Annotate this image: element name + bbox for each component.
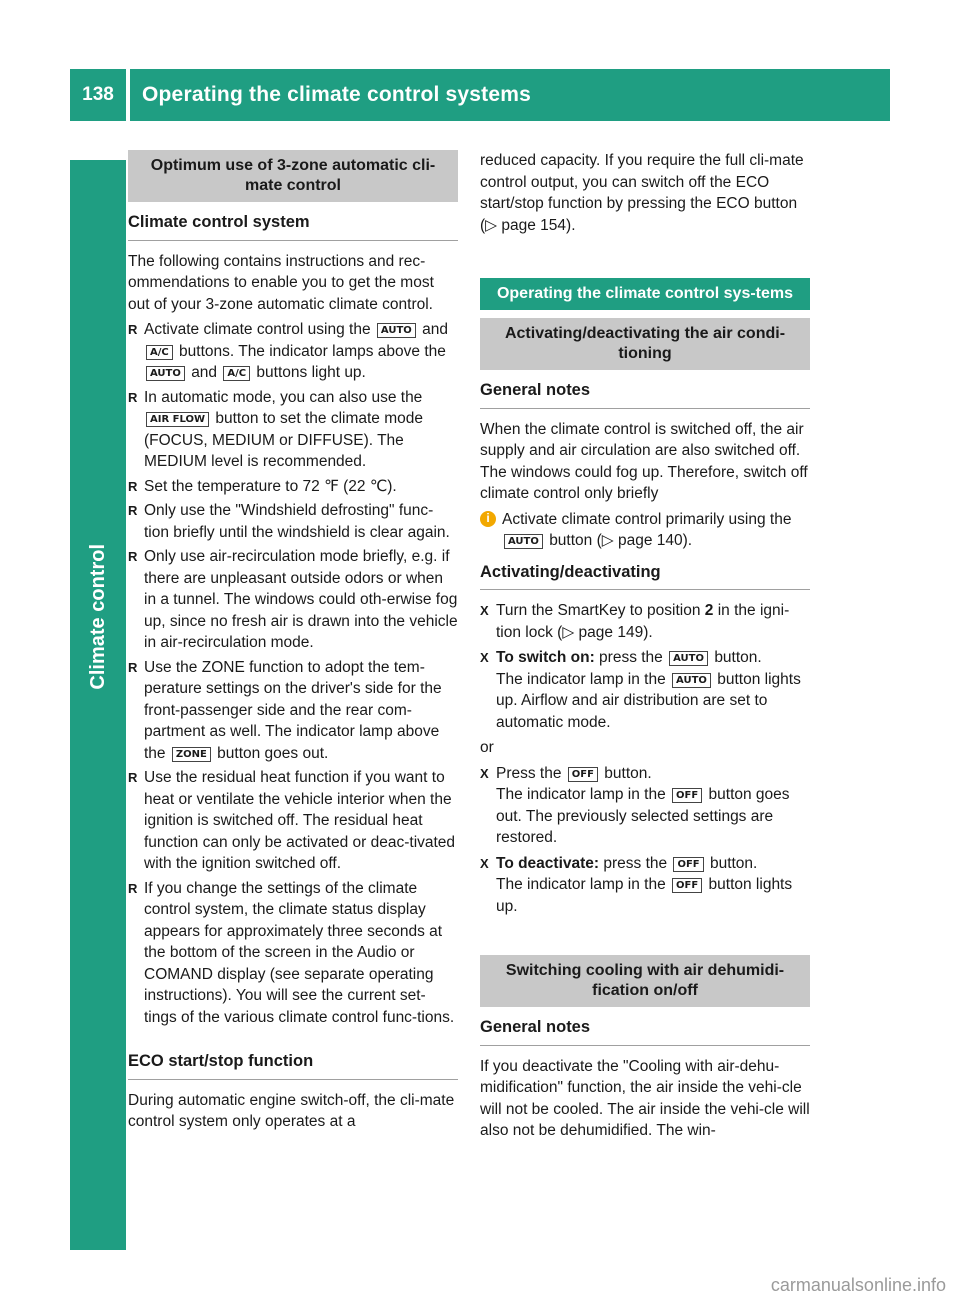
intro-text: The following contains instructions and rec-ommendations to enable you to get the most out of your 3-zone automatic climate control.	[128, 252, 434, 313]
info-note: i Activate climate control primarily using the AUTO button (▷ page 140).	[480, 509, 810, 552]
subheading-general-notes-2: General notes	[480, 1017, 810, 1046]
off-button-icon: OFF	[568, 767, 598, 782]
page-number: 138	[82, 84, 114, 105]
eco-continued-text: reduced capacity. If you require the full cli-mate control output, you can switch off the ECO start/stop function by pressing the ECO button (▷ page 154).	[480, 152, 804, 234]
list-item: R Activate climate control using the AUTO and A/C buttons. The indicator lamps above the AUTO and A/C buttons light up.	[128, 319, 458, 384]
list-item: X To deactivate: press the OFF button. The indicator lamp in the OFF button lights up.	[480, 853, 810, 918]
eco-text: During automatic engine switch-off, the cli-mate control system only operates at a	[128, 1091, 455, 1130]
left-column	[128, 150, 458, 1137]
side-tab-label-wrap	[70, 160, 126, 1250]
page-title: Operating the climate control systems	[142, 83, 532, 106]
or-text: or	[480, 739, 494, 756]
off-button-icon: OFF	[672, 878, 702, 893]
off-button-icon: OFF	[673, 857, 703, 872]
airflow-button-icon: AIR FLOW	[146, 412, 209, 427]
off-button-icon: OFF	[672, 788, 702, 803]
subheading-climate-control-system: Climate control system	[128, 212, 458, 241]
auto-button-icon: AUTO	[146, 366, 185, 381]
steps-list-2	[480, 763, 810, 918]
list-item: R Use the ZONE function to adopt the tem-perature settings on the driver's side for the front-passenger side and the rear com-partment as well. The indicator lamp above the ZONE button goes out.	[128, 657, 458, 765]
auto-button-icon: AUTO	[504, 534, 543, 549]
steps-list	[480, 600, 810, 733]
section-title-operating: Operating the climate control sys-tems	[480, 278, 810, 310]
dehumidification-text: If you deactivate the "Cooling with air-dehu-midification" function, the air inside the vehi-cle will not be cooled. The air inside the vehi-cle will also not be dehumidified. The win-	[480, 1057, 810, 1139]
auto-button-icon: AUTO	[669, 651, 708, 666]
list-item: X To switch on: press the AUTO button. The indicator lamp in the AUTO button lights up. Airflow and air distribution are set to automatic mode.	[480, 647, 810, 733]
section-title-air-conditioning: Activating/deactivating the air condi-tioning	[480, 318, 810, 370]
side-tab-label: Climate control	[86, 544, 109, 690]
auto-button-icon: AUTO	[377, 323, 416, 338]
list-item: R Use the residual heat function if you want to heat or ventilate the vehicle interior when the ignition is switched off. The residual heat function can only be activated or deac-tivated with the ignition switched off.	[128, 767, 458, 875]
list-item: X Turn the SmartKey to position 2 in the igni-tion lock (▷ page 149).	[480, 600, 810, 643]
right-column	[480, 150, 810, 1146]
list-item: R If you change the settings of the climate control system, the climate status display appears for approximately three seconds at the bottom of the screen in the Audio or COMAND display (see separate operating instructions). You will see the current set-tings of the various climate control func-tions.	[128, 878, 458, 1029]
list-item: R Set the temperature to 72 ℉ (22 ℃).	[128, 476, 458, 498]
ac-button-icon: A/C	[146, 345, 173, 360]
list-item: X Press the OFF button. The indicator lamp in the OFF button goes out. The previously selected settings are restored.	[480, 763, 810, 849]
section-title-dehumidification: Switching cooling with air dehumidi-fication on/off	[480, 955, 810, 1007]
list-item: R Only use the "Windshield defrosting" func-tion briefly until the windshield is clear again.	[128, 500, 458, 543]
section-title-optimum: Optimum use of 3-zone automatic cli-mate control	[128, 150, 458, 202]
general-notes-text: When the climate control is switched off, the air supply and air circulation are also switched off. The windows could fog up. Therefore, switch off climate control only briefly	[480, 420, 808, 502]
ac-button-icon: A/C	[223, 366, 250, 381]
list-item: R In automatic mode, you can also use the AIR FLOW button to set the climate mode (FOCUS, MEDIUM or DIFFUSE). The MEDIUM level is recommended.	[128, 387, 458, 473]
watermark: carmanualsonline.info	[770, 1275, 946, 1295]
subheading-activating-deactivating: Activating/deactivating	[480, 562, 810, 591]
auto-button-icon: AUTO	[672, 673, 711, 688]
zone-button-icon: ZONE	[172, 747, 211, 762]
list-item: R Only use air-recirculation mode briefly, e.g. if there are unpleasant outside odors or when in a tunnel. The windows could oth-erwise fog up, since no fresh air is drawn into the vehicle in air-recirculation mode.	[128, 546, 458, 654]
subheading-general-notes: General notes	[480, 380, 810, 409]
info-icon: i	[480, 511, 496, 527]
tips-list	[128, 319, 458, 1028]
subheading-eco-start-stop: ECO start/stop function	[128, 1051, 458, 1080]
